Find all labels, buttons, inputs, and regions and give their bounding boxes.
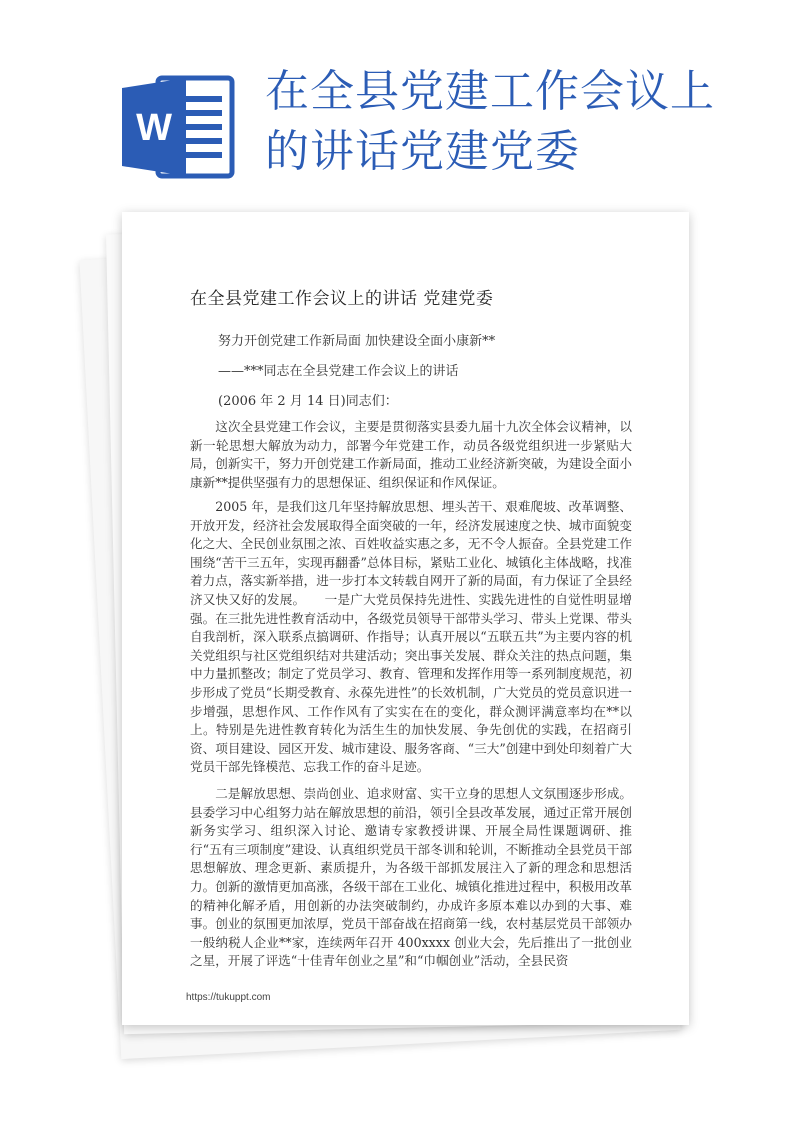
footer-url: https://tukuppt.com [186,992,271,1003]
document-page [122,212,689,1025]
word-icon-letter: W [136,107,172,149]
body-paragraph-1: 这次全县党建工作会议，主要是贯彻落实县委九届十九次全体会议精神，以新一轮思想大解放为动力，部署今年党建工作，动员各级党组织进一步紧贴大局，创新实干，努力开创党建工作新局面，推动工业经济新突破，为建设全面小康新**提供坚强有力的思想保证、组织保证和作风保证。 [190,419,632,490]
body-paragraph-3: 二是解放思想、崇尚创业、追求财富、实干立身的思想人文氛围逐步形成。县委学习中心组努力站在解放思想的前沿，领引全县改革发展，通过正常开展创新务实学习、组织深入讨论、邀请专家教授讲课、开展全局性课题调研、推行“五有三项制度”建设、认真组织党员干部冬训和轮训，不断推动全县党员干部思想解放、理念更新、素质提升，为各级干部抓发展注入了新的理念和思想活力。创新的激情更加高涨，各级干部在工业化、城镇化推进过程中，积极用改革的精神化解矛盾，用创新的办法突破制约，办成许多原本难以办到的大事、难事。创业的氛围更加浓厚，党员干部奋战在招商第一线，农村基层党员干部领办一般纳税人企业**家，连续两年召开 400xxxx 创业大会，先后推出了一批创业之星，开展了评选“十佳青年创业之星”和“巾帼创业”活动，全县民资 [190,786,632,969]
word-document-icon [120,72,240,182]
page-title-line-1: 在全县党建工作会议上 [265,66,715,117]
document-date-line: (2006 年 2 月 14 日)同志们： [218,394,398,409]
document-byline: ——***同志在全县党建工作会议上的讲话 [218,364,459,379]
body-paragraph-2: 2005 年，是我们这几年坚持解放思想、埋头苦干、艰难爬坡、改革调整、开放开发，经济社会发展取得全面突破的一年，经济发展速度之快、城市面貌变化之大、全民创业氛围之浓、百姓收益实惠之多，无不令人振奋。全县党建工作围绕“苦干三五年，实现再翻番”总体目标，紧贴工业化、城镇化主体战略，找准着力点，落实新举措，进一步打本文转载自网开了新的局面，有力保证了全县经济又快又好的发展。 一是广大党员保持先进性、实践先进性的自觉性明显增强。在三批先进性教育活动中，各级党员领导干部带头学习、带头上党课、带头自我剖析，深入联系点搞调研、作指导；认真开展以“五联五共”为主要内容的机关党组织与社区党组织结对共建活动；突出事关发展、群众关注的热点问题，集中力量抓整改；制定了党员学习、教育、管理和发挥作用等一系列制度规范，初步形成了党员“长期受教育、永葆先进性”的长效机制，广大党员的党员意识进一步增强，思想作风、工作作风有了实实在在的变化，群众测评满意率均在**以上。特别是先进性教育转化为活生生的加快发展、争先创优的实践，在招商引资、项目建设、园区开发、城市建设、服务客商、“三大”创建中到处印刻着广大党员干部先锋模范、忘我工作的奋斗足迹。 [190,499,632,775]
page-title-line-2: 的讲话党建党委 [265,126,580,177]
page-title [265,62,785,182]
document-subtitle: 努力开创党建工作新局面 加快建设全面小康新** [218,334,496,349]
page-header [0,0,800,200]
document-title: 在全县党建工作会议上的讲话 党建党委 [190,289,494,309]
